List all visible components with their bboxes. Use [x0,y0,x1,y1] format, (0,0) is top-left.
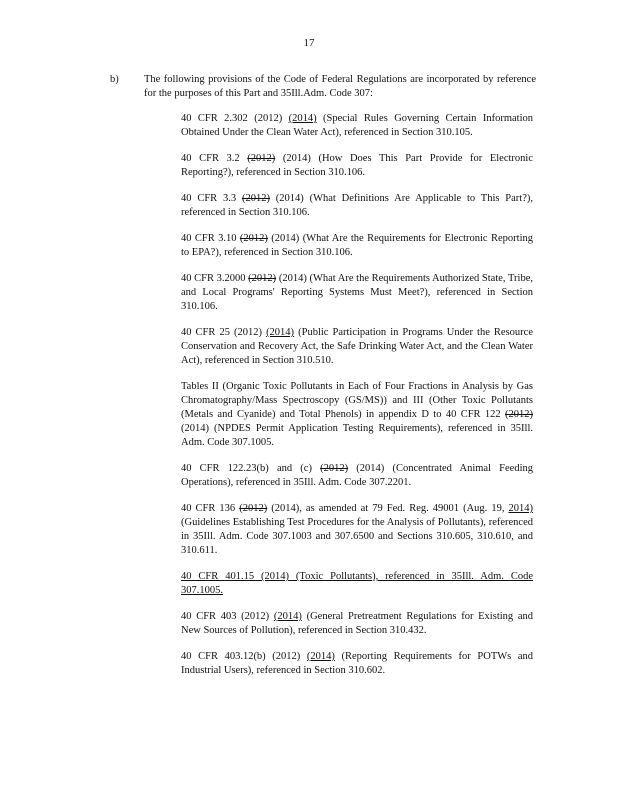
reference-list [181,112,533,690]
reference-item-added [181,570,533,598]
reference-struck-text: (2012) [320,463,349,474]
reference-text: 40 CFR 3.3 [181,193,242,204]
reference-underlined-text: (2014) [273,611,302,622]
reference-text: 40 CFR 122.23(b) and (c) [181,463,321,474]
reference-item [181,650,533,678]
reference-text: (2014) (Concentrated Animal Feeding Operations), referenced in 35Ill. Adm. Code 307.2201. [181,463,534,488]
intro-paragraph: The following provisions of the Code of Federal Regulations are incorporated by reference for the purposes of this Part and 35Ill.Adm. Code 307: [144,74,536,99]
reference-text: 40 CFR 136 [181,503,240,514]
reference-text: (2014) (NPDES Permit Application Testing Requirements), referenced in 35Ill. Adm. Code 307.1005. [181,423,533,448]
item-label: b) [110,74,119,85]
reference-item [181,152,533,180]
reference-struck-text: (2012) [248,273,277,284]
reference-underlined-text: 2014) [508,503,533,514]
reference-item [181,192,533,220]
reference-text: 40 CFR 403.12(b) (2012) [181,651,307,662]
reference-text: (Special Rules Governing Certain Information Obtained Under the Clean Water Act), referenced in Section 310.105. [181,113,533,138]
reference-text: (Guidelines Establishing Test Procedures for the Analysis of Pollutants), referenced in 35Ill. Adm. Code 307.1003 and 307.6500 and Sections 310.605, 310.610, and 310.611. [181,517,533,556]
reference-text: (General Pretreatment Regulations for Existing and New Sources of Pollution), referenced in Section 310.432. [181,611,534,636]
reference-item [181,502,533,558]
reference-struck-text: (2012) [247,153,276,164]
reference-text: 40 CFR 25 (2012) [181,327,267,338]
reference-item [181,462,533,490]
reference-underlined-text: (2014) [266,327,295,338]
reference-underlined-text: 40 CFR 401.15 (2014) (Toxic Pollutants), referenced in 35Ill. Adm. Code 307.1005. [181,571,533,596]
reference-text: Tables II (Organic Toxic Pollutants in Each of Four Fractions in Analysis by Gas Chromatography/Mass Spectroscopy (GS/MS)) and III (Other Toxic Pollutants (Metals and Cyanide) and Total Phenols) in appendix D to 40 CFR 122 [181,381,533,420]
reference-text: 40 CFR 3.2 [181,153,248,164]
reference-text: (2014) (How Does This Part Provide for Electronic Reporting?), referenced in Section 310.106. [181,153,533,178]
reference-text: 40 CFR 3.2000 [181,273,249,284]
reference-text: 40 CFR 403 (2012) [181,611,274,622]
reference-item [181,232,533,260]
reference-text: (2014), as amended at 79 Fed. Reg. 49001 (Aug. 19, [267,503,509,514]
reference-text: (Reporting Requirements for POTWs and Industrial Users), referenced in Section 310.602. [181,651,533,676]
reference-struck-text: (2012) [239,233,268,244]
reference-underlined-text: (2014) [288,113,317,124]
reference-text: 40 CFR 3.10 [181,233,240,244]
reference-struck-text: (2012) [505,409,533,420]
reference-item [181,112,533,140]
reference-struck-text: (2012) [239,503,268,514]
reference-text: (2014) (What Are the Requirements Authorized State, Tribe, and Local Programs' Reporting Systems Must Meet?), referenced in Section 310.106. [181,273,533,312]
reference-item [181,272,533,314]
reference-struck-text: (2012) [241,193,270,204]
reference-item [181,326,533,368]
page-number: 17 [303,37,315,49]
reference-text: (2014) (What Definitions Are Applicable to This Part?), referenced in Section 310.106. [181,193,533,218]
reference-text: 40 CFR 2.302 (2012) [181,113,289,124]
reference-text: (Public Participation in Programs Under the Resource Conservation and Recovery Act, the Safe Drinking Water Act, and the Clean Water Act), referenced in Section 310.510. [181,327,533,366]
reference-item [181,610,533,638]
reference-underlined-text: (2014) [306,651,335,662]
reference-item [181,380,533,450]
reference-text: (2014) (What Are the Requirements for Electronic Reporting to EPA?), referenced in Section 310.106. [181,233,533,258]
